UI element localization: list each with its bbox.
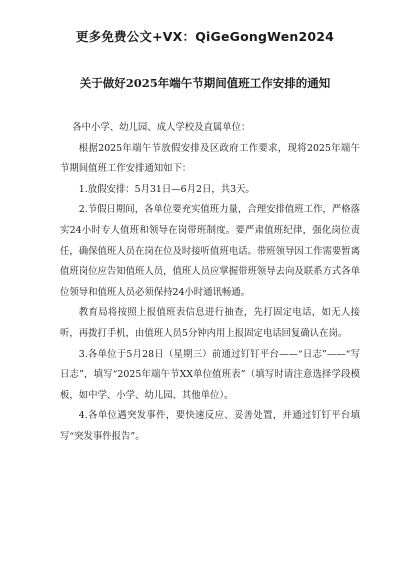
paragraph-item-1: 1.放假安排：5月31日—6月2日，共3天。 — [78, 183, 255, 195]
paragraph-spot-check: 教育局将按照上报值班表信息进行抽查，先打固定电话，如无人接听，再拨打手机，由值班人员5分钟内用上报固定电话回复确认在岗。 — [60, 307, 360, 339]
paragraph-intro: 根据2025年端午节放假安排及区政府工作要求，现将2025年端午节期间值班工作安排通知如下： — [60, 142, 360, 175]
promo-header: 更多免费公文+VX：QiGeGongWen2024 — [75, 29, 335, 44]
document-title: 关于做好2025年端午节期间值班工作安排的通知 — [79, 76, 331, 90]
paragraph-item-2: 2.节假日期间，各单位要充实值班力量，合理安排值班工作，严格落实24小时专人值班和领导在岗带班制度。要严肃值班纪律，强化岗位责任，确保值班人员在岗在位及时接听值班电话。带班领导因工作需要暂离值班岗位应告知值班人员，值班人员应掌握带班领导去向及联系方式各单位领导和值班人员必须保持24小时通讯畅通。 — [60, 204, 361, 298]
document-body — [60, 118, 360, 448]
addressee-line: 各中小学、幼儿园、成人学校及直属单位： — [72, 122, 251, 133]
paragraph-item-4: 4.各单位遇突发事件，要快速反应、妥善处置，并通过钉钉平台填写“突发事件报告”。 — [60, 410, 360, 442]
paragraph-item-3: 3.各单位于5月28日（星期三）前通过钉钉平台——“日志”——“写日志”，填写“2025年端午节XX单位值班表”（填写时请注意选择学段模板，如中学、小学、幼儿园、其他单位）。 — [60, 348, 360, 401]
